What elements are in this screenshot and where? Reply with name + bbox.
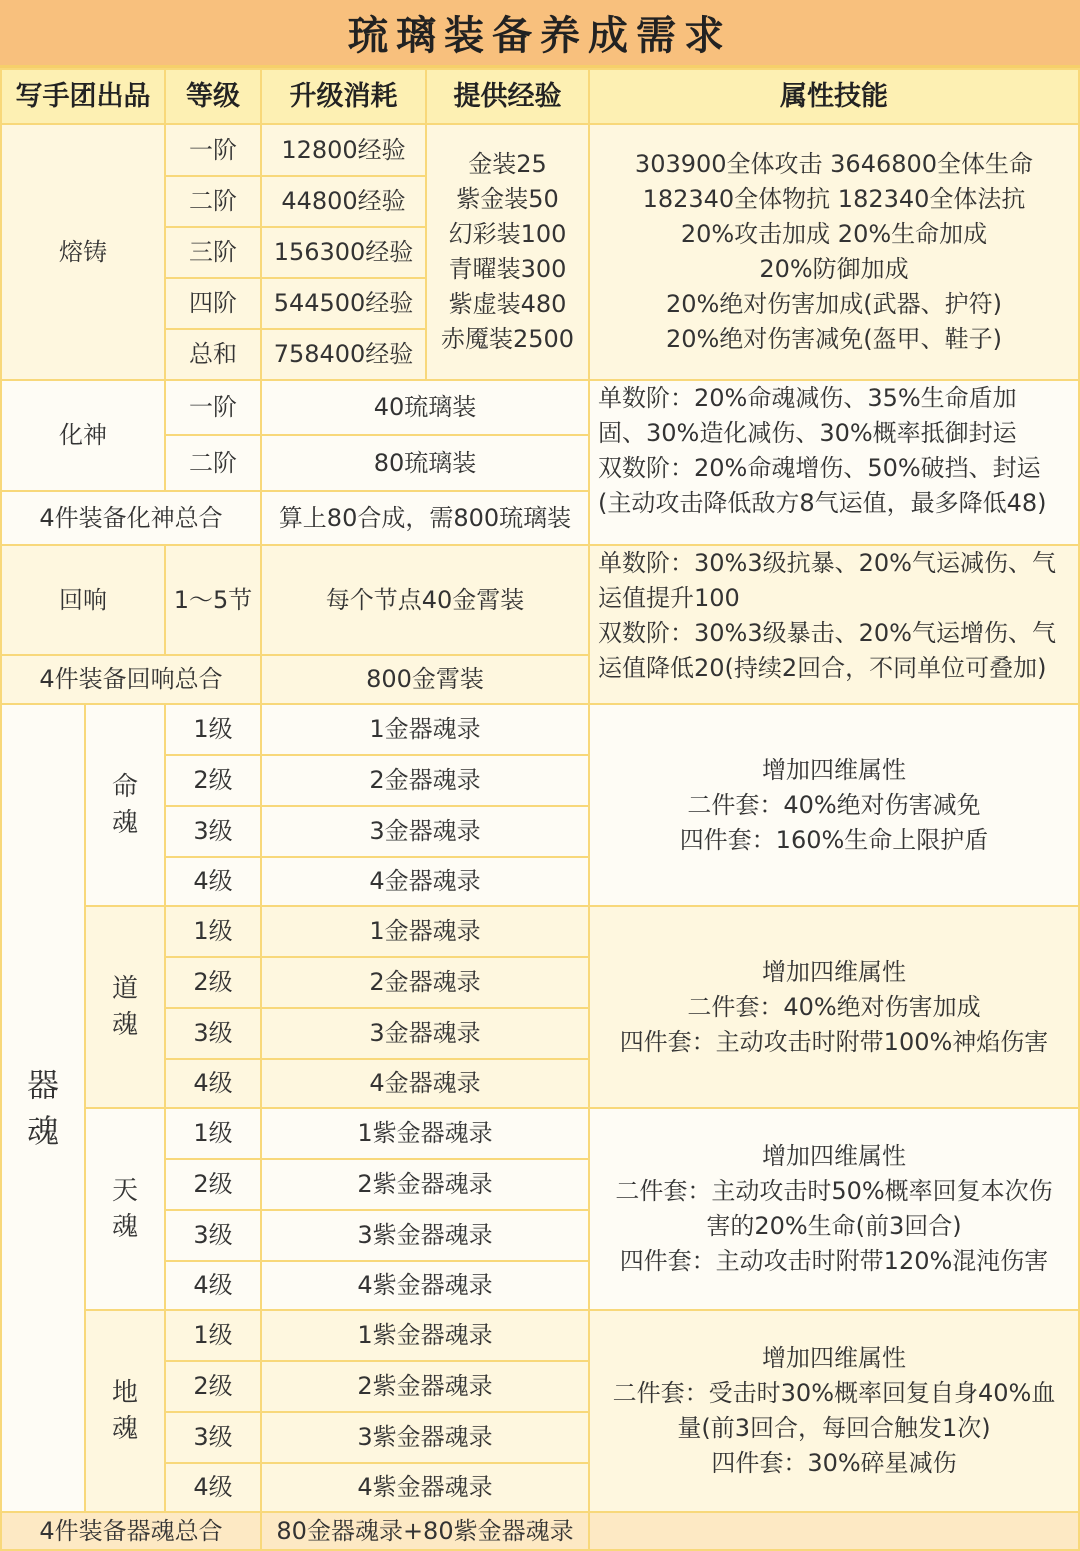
minghun-cost: 3金器魂录 [260,805,590,858]
ronzhu-exp [425,123,590,381]
tianhun-level: 1级 [164,1107,262,1160]
header-cost: 升级消耗 [260,68,427,125]
dihun-cost: 2紫金器魂录 [260,1360,590,1413]
attr-line: 固、30%造化减伤、30%概率抵御封运 [598,419,1017,447]
daohun-level: 1级 [164,905,262,958]
group-char: 魂 [111,1212,138,1242]
group-char: 道 [111,974,138,1004]
dihun-cost: 4紫金器魂录 [260,1462,590,1513]
qihun-char: 器 [26,1066,59,1104]
huixiang-total-value: 800金霄装 [260,654,590,705]
tianhun-level: 4级 [164,1260,262,1311]
attr-line: 20%绝对伤害减免(盔甲、鞋子) [665,325,1003,353]
daohun-cost: 4金器魂录 [260,1058,590,1109]
attr-line: 四件套：主动攻击时附带120%混沌伤害 [619,1247,1049,1275]
minghun-cost: 2金器魂录 [260,754,590,807]
ronzhu-cost: 156300经验 [260,226,427,279]
huixiang-level: 1～5节 [164,544,262,656]
daohun-cost: 1金器魂录 [260,905,590,958]
huashen-total-label: 4件装备化神总合 [0,490,262,546]
ronzhu-level: 总和 [164,328,262,381]
exp-line: 赤魇装2500 [440,325,575,353]
exp-line: 青曜装300 [448,255,567,283]
attr-line: 运值提升100 [598,584,740,612]
attr-line: (主动攻击降低敌方8气运值，最多降低48) [598,489,1047,517]
minghun-level: 4级 [164,856,262,907]
tianhun-cost: 2紫金器魂录 [260,1158,590,1211]
exp-line: 紫金装50 [456,185,559,213]
attr-line: 双数阶：20%命魂增伤、50%破挡、封运 [598,454,1041,482]
attr-line: 增加四维属性 [762,755,906,784]
minghun-level: 1级 [164,703,262,756]
qihun-total-value: 80金器魂录+80紫金器魂录 [260,1511,590,1551]
attr-line: 二件套：主动攻击时50%概率回复本次伤 [615,1177,1053,1205]
attr-line: 二件套：40%绝对伤害减免 [687,790,981,819]
ronzhu-attr [588,123,1080,381]
huashen-label: 化神 [0,379,166,492]
huixiang-cost: 每个节点40金霄装 [260,544,590,656]
huashen-total-value: 算上80合成，需800琉璃装 [260,490,590,546]
ronzhu-cost: 44800经验 [260,175,427,228]
dihun-cost: 3紫金器魂录 [260,1411,590,1464]
daohun-level: 3级 [164,1007,262,1060]
ronzhu-level: 四阶 [164,277,262,330]
daohun-level: 4级 [164,1058,262,1109]
huixiang-attr [588,544,1080,705]
daohun-attr [588,905,1080,1109]
header-level: 等级 [164,68,262,125]
qihun-total-attr [588,1511,1080,1551]
header-attr: 属性技能 [588,68,1080,125]
exp-line: 金装25 [468,150,547,178]
tianhun-label [84,1107,166,1311]
dihun-level: 2级 [164,1360,262,1413]
huashen-level: 二阶 [164,434,262,492]
huixiang-label: 回响 [0,544,166,656]
group-char: 魂 [111,1414,138,1444]
header-brand: 写手团出品 [0,68,166,125]
minghun-cost: 1金器魂录 [260,703,590,756]
dihun-level: 4级 [164,1462,262,1513]
tianhun-cost: 3紫金器魂录 [260,1209,590,1262]
attr-line: 双数阶：30%3级暴击、20%气运增伤、气 [598,619,1056,647]
minghun-attr [588,703,1080,907]
attr-line: 20%攻击加成 20%生命加成 [680,220,988,248]
ronzhu-cost: 12800经验 [260,123,427,177]
attr-line: 增加四维属性 [762,1344,906,1372]
attr-line: 害的20%生命(前3回合) [706,1212,962,1240]
attr-line: 20%防御加成 [759,255,909,283]
group-char: 命 [111,772,138,802]
qihun-label [0,703,86,1513]
tianhun-level: 3级 [164,1209,262,1262]
attr-line: 四件套：主动攻击时附带100%神焰伤害 [619,1027,1049,1056]
dihun-label [84,1309,166,1513]
exp-line: 幻彩装100 [448,220,567,248]
group-char: 魂 [111,808,138,838]
attr-line: 运值降低20(持续2回合，不同单位可叠加) [598,654,1047,682]
ronzhu-label: 熔铸 [0,123,166,381]
minghun-level: 3级 [164,805,262,858]
header-exp: 提供经验 [425,68,590,125]
exp-line: 紫虚装480 [448,290,567,318]
attr-line: 20%绝对伤害加成(武器、护符) [665,290,1003,318]
minghun-label [84,703,166,907]
daohun-label [84,905,166,1109]
ronzhu-level: 一阶 [164,123,262,177]
minghun-level: 2级 [164,754,262,807]
dihun-cost: 1紫金器魂录 [260,1309,590,1362]
attr-line: 增加四维属性 [762,1142,906,1170]
ronzhu-level: 二阶 [164,175,262,228]
attr-line: 二件套：受击时30%概率回复自身40%血 [612,1379,1056,1407]
group-char: 天 [111,1176,138,1206]
tianhun-cost: 1紫金器魂录 [260,1107,590,1160]
minghun-cost: 4金器魂录 [260,856,590,907]
ronzhu-cost: 758400经验 [260,328,427,381]
attr-line: 单数阶：20%命魂减伤、35%生命盾加 [598,384,1017,412]
qihun-total-label: 4件装备器魂总合 [0,1511,262,1551]
qihun-char: 魂 [26,1112,59,1150]
daohun-level: 2级 [164,956,262,1009]
group-char: 魂 [111,1010,138,1040]
attr-line: 四件套：30%碎星减伤 [711,1449,957,1477]
attr-line: 303900全体攻击 3646800全体生命 [634,150,1034,178]
ronzhu-level: 三阶 [164,226,262,279]
attr-line: 量(前3回合，每回合触发1次) [677,1414,991,1442]
huashen-cost: 80琉璃装 [260,434,590,492]
attr-line: 单数阶：30%3级抗暴、20%气运减伤、气 [598,549,1056,577]
dihun-attr [588,1309,1080,1513]
dihun-level: 3级 [164,1411,262,1464]
tianhun-attr [588,1107,1080,1311]
group-char: 地 [111,1378,138,1408]
daohun-cost: 3金器魂录 [260,1007,590,1060]
attr-line: 二件套：40%绝对伤害加成 [687,992,981,1021]
huashen-cost: 40琉璃装 [260,379,590,436]
huashen-attr [588,379,1080,546]
page-title: 琉璃装备养成需求 [0,0,1080,68]
attr-line: 182340全体物抗 182340全体法抗 [642,185,1026,213]
huashen-level: 一阶 [164,379,262,436]
daohun-cost: 2金器魂录 [260,956,590,1009]
tianhun-cost: 4紫金器魂录 [260,1260,590,1311]
attr-line: 四件套：160%生命上限护盾 [679,825,989,854]
tianhun-level: 2级 [164,1158,262,1211]
huixiang-total-label: 4件装备回响总合 [0,654,262,705]
ronzhu-cost: 544500经验 [260,277,427,330]
dihun-level: 1级 [164,1309,262,1362]
attr-line: 增加四维属性 [762,957,906,986]
